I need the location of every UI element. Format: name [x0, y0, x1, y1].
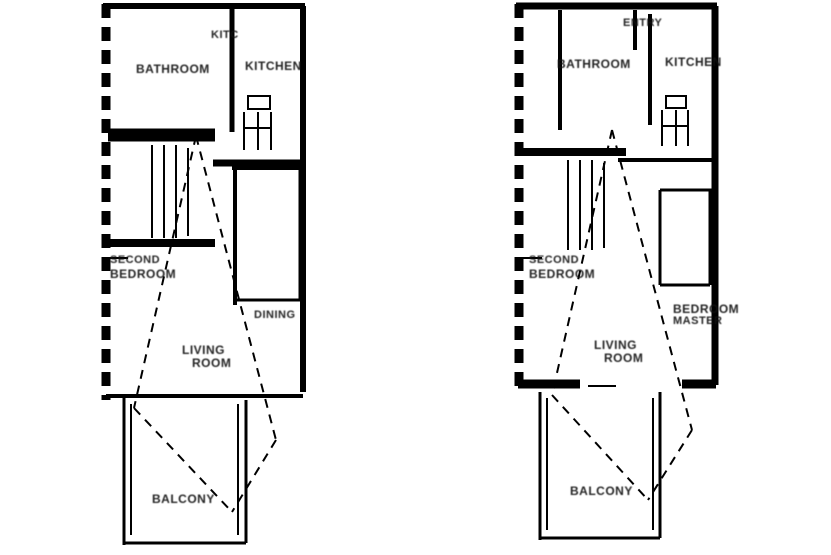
label-balcony-left: BALCONY — [152, 492, 215, 506]
balcony-rail — [547, 398, 653, 530]
label-living-room-right: ROOM — [604, 351, 644, 365]
label-living-room-left: ROOM — [192, 356, 232, 370]
label-living-left: LIVING — [182, 343, 226, 357]
label-dining-left: DINING — [254, 309, 296, 321]
label-master-right: MASTER — [673, 315, 723, 327]
label-living-right: LIVING — [594, 338, 638, 352]
label-second-left: SECOND — [110, 254, 161, 266]
hatch-hallway — [568, 160, 604, 250]
floor-plan-right-drawing — [420, 0, 831, 555]
sight-line-diagonal — [134, 136, 276, 512]
fixture-kitchen — [662, 96, 688, 146]
label-kitchen-left: KITCHEN — [245, 59, 302, 73]
label-bedroom-right: BEDROOM — [529, 267, 596, 281]
label-bedroom-master-right: BEDROOM — [673, 302, 740, 316]
fixture-bathroom — [244, 96, 271, 150]
label-balcony-right: BALCONY — [570, 484, 633, 498]
label-bathroom-right: BATHROOM — [557, 57, 631, 71]
floor-plan-right — [420, 0, 831, 555]
sight-line-diagonal — [552, 130, 692, 500]
balcony-rail — [131, 404, 238, 535]
label-second-right: SECOND — [529, 254, 580, 266]
label-bedroom-left: BEDROOM — [110, 267, 177, 281]
label-kitchen-right: KITCHEN — [665, 55, 722, 69]
label-bathroom-left: BATHROOM — [136, 62, 210, 76]
label-kitchen-top: KITC — [211, 29, 239, 41]
label-entry-right: ENTRY — [623, 17, 663, 29]
hatch-hallway — [152, 145, 188, 238]
